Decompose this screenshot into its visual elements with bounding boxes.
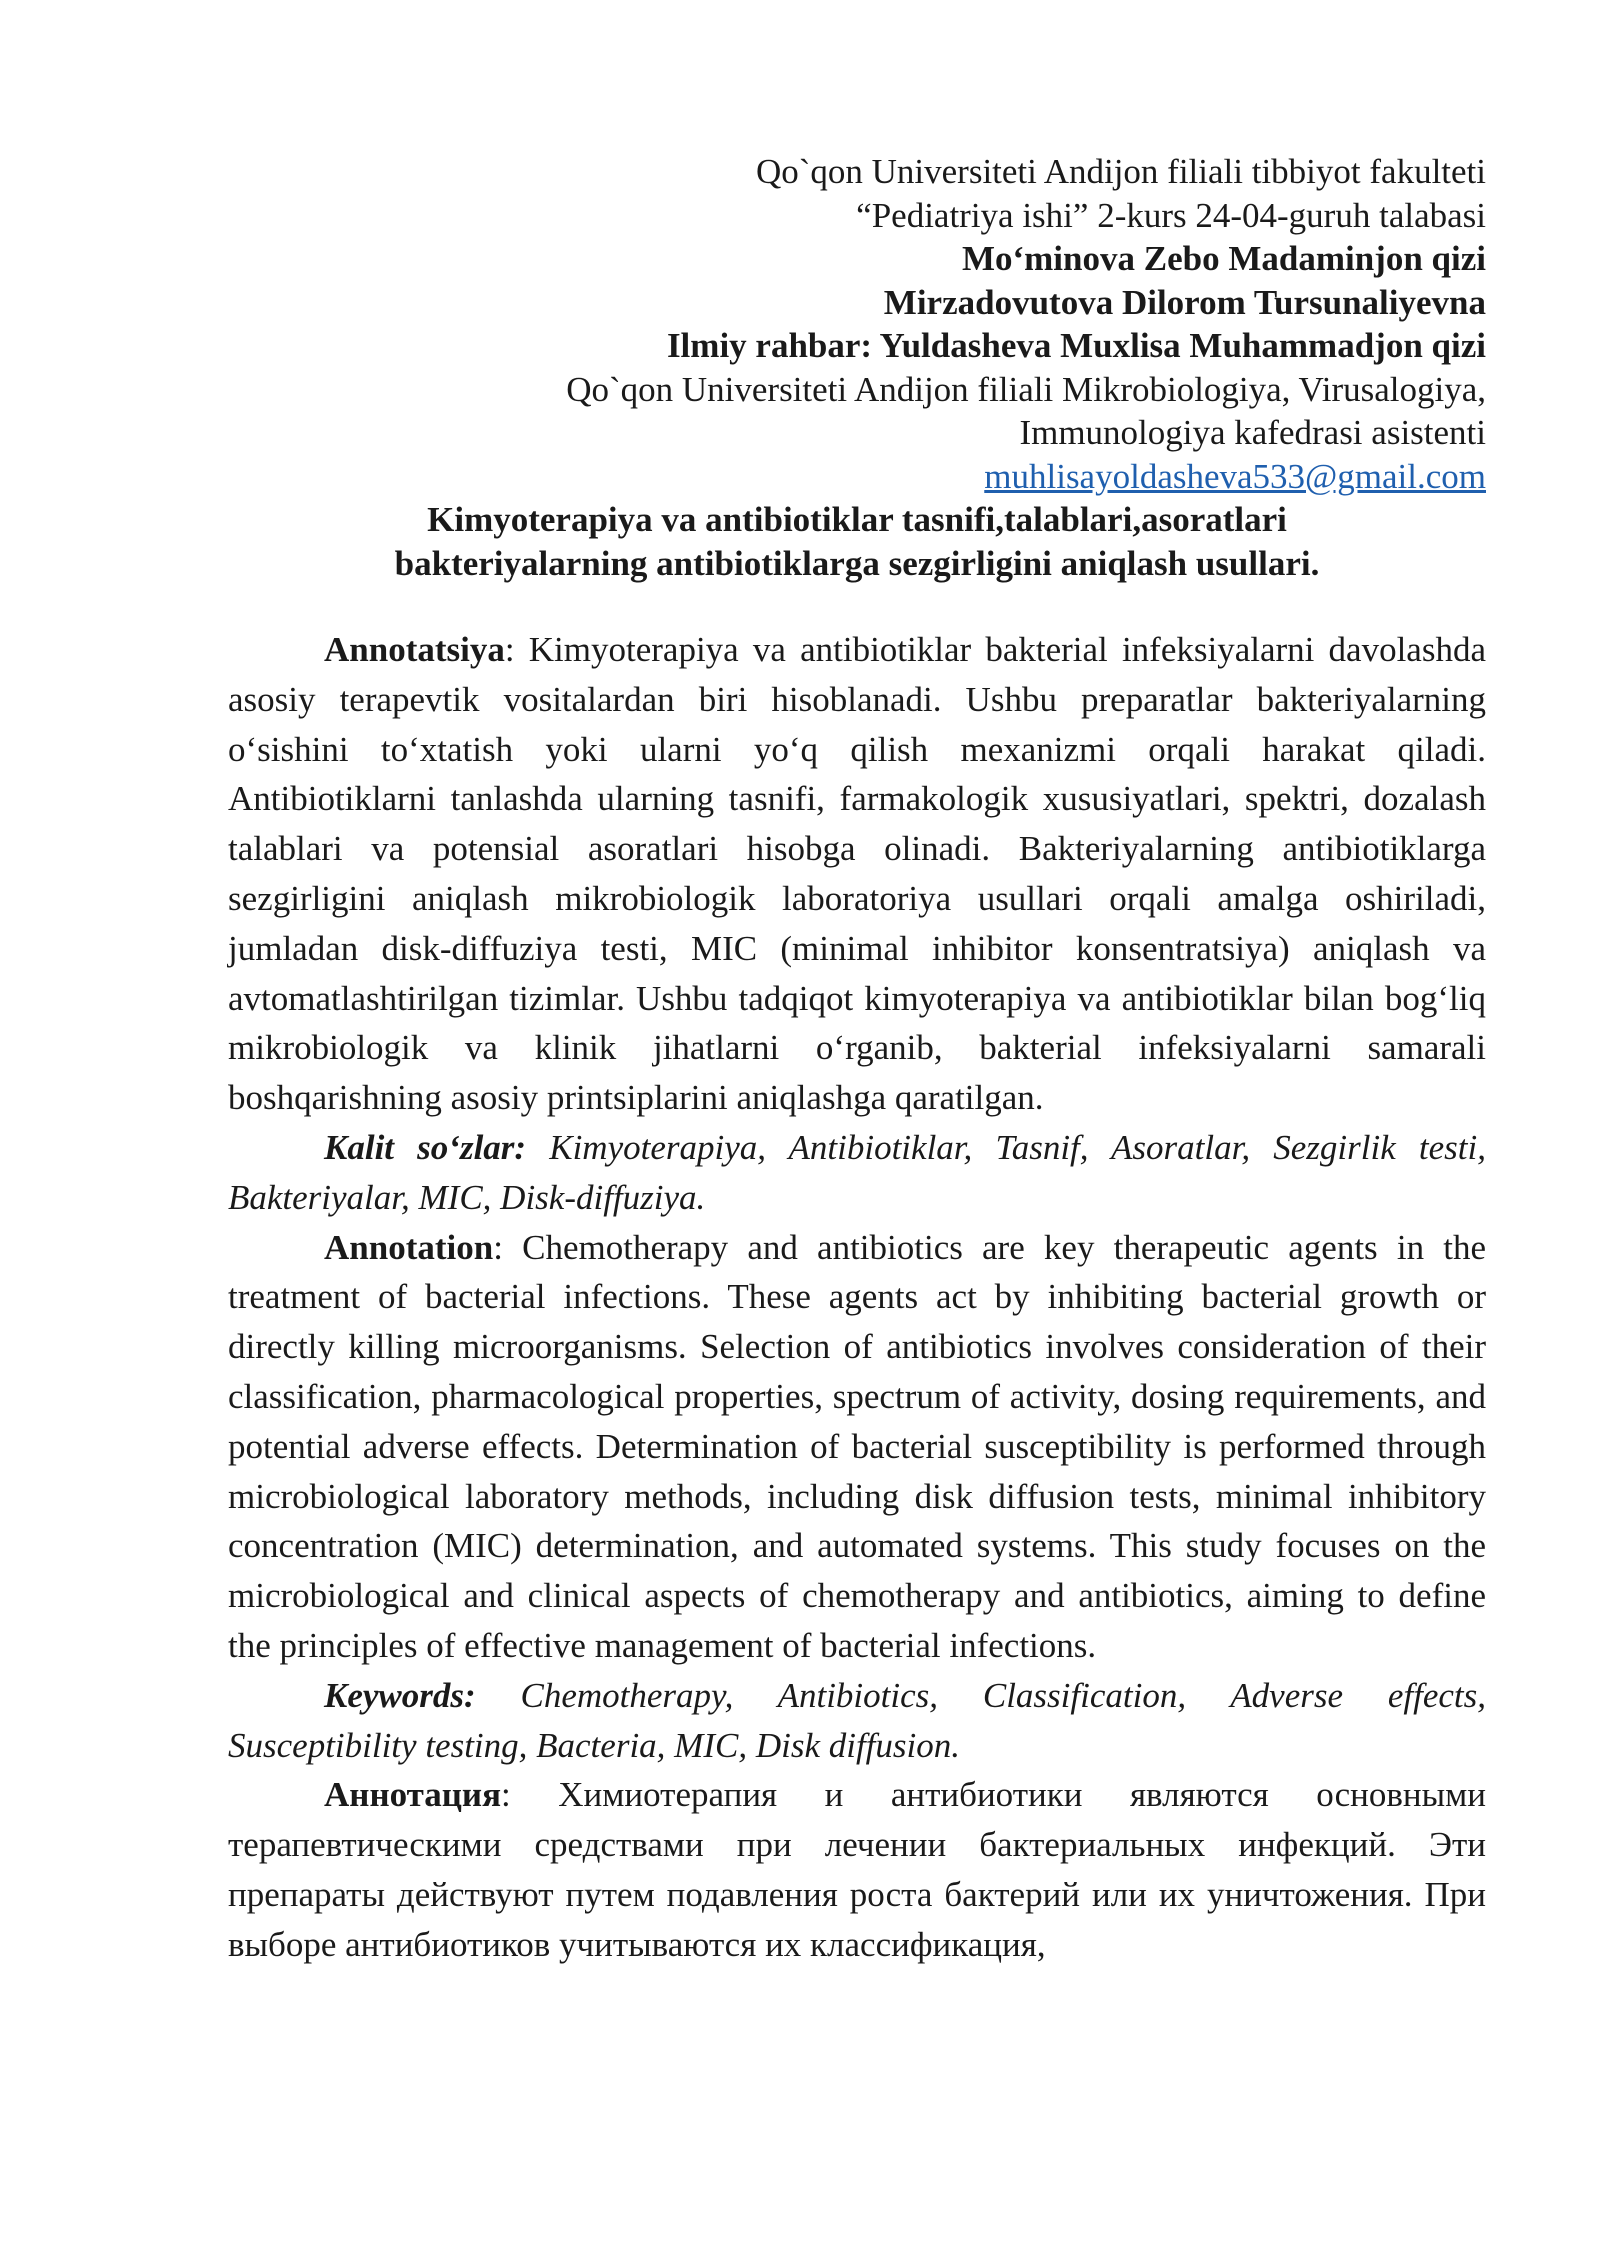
supervisor-affiliation: Qo`qon Universiteti Andijon filiali Mikrobiologiya, Virusalogiya, [566, 369, 1486, 409]
supervisor-name: Ilmiy rahbar: Yuldasheva Muxlisa Muhammadjon qizi [666, 326, 1486, 365]
keywords-text: Chemotherapy, Antibiotics, Classification, Adverse effects, Susceptibility testing, Bacteria, MIC, Disk diffusion. [228, 1675, 1486, 1765]
student-group-line: “Pediatriya ishi” 2-kurs 24-04-guruh talabasi [856, 195, 1486, 235]
title-line: bakteriyalarning antibiotiklarga sezgirligini aniqlash usullari. [394, 543, 1320, 583]
article-title [228, 498, 1486, 585]
abstract-uz [228, 625, 1486, 1123]
author-header [228, 150, 1486, 498]
email-link[interactable]: muhlisayoldasheva533@gmail.com [984, 456, 1486, 496]
abstract-ru [228, 1770, 1486, 1969]
abstract-label: Annotation [324, 1227, 494, 1267]
author-name: Mo‘minova Zebo Madaminjon qizi [961, 239, 1486, 278]
author-name: Mirzadovutova Dilorom Tursunaliyevna [883, 282, 1486, 322]
abstract-label: Annotatsiya [324, 630, 505, 669]
keywords-text: Kimyoterapiya, Antibiotiklar, Tasnif, Asoratlar, Sezgirlik testi, Bakteriyalar, MIC, Disk-diffuziya. [228, 1127, 1486, 1217]
abstract-en [228, 1223, 1486, 1671]
keywords-label: Keywords: [324, 1675, 476, 1715]
keywords-uz [228, 1123, 1486, 1223]
keywords-label: Kalit so‘zlar: [324, 1127, 527, 1167]
abstract-text: : Chemotherapy and antibiotics are key therapeutic agents in the treatment of bacterial infections. These agents act by inhibiting bacterial growth or directly killing microorganisms. Selection of antibiotics involves consideration of their classification, pharmacological properties, spectrum of activity, dosing requirements, and potential adverse effects. Determination of bacterial susceptibility is performed through microbiological laboratory methods, including disk diffusion tests, minimal inhibitory concentration (MIC) determination, and automated systems. This study focuses on the microbiological and clinical aspects of chemotherapy and antibiotics, aiming to define the principles of effective management of bacterial infections. [228, 1227, 1486, 1665]
keywords-en [228, 1671, 1486, 1771]
abstract-label: Аннотация [324, 1775, 502, 1815]
abstract-text: : Kimyoterapiya va antibiotiklar bakterial infeksiyalarni davolashda asosiy terapevtik vositalardan biri hisoblanadi. Ushbu preparatlar bakteriyalarning o‘sishini to‘xtatish yoki ularni yo‘q qilish mexanizmi orqali harakat qiladi. Antibiotiklarni tanlashda ularning tasnifi, farmakologik xususiyatlari, spektri, dozalash talablari va potensial asoratlari hisobga olinadi. Bakteriyalarning antibiotiklarga sezgirligini aniqlash mikrobiologik laboratoriya usullari orqali amalga oshiriladi, jumladan disk-diffuziya testi, MIC (minimal inhibitor konsentratsiya) aniqlash va avtomatlashtirilgan tizimlar. Ushbu tadqiqot kimyoterapiya va antibiotiklar bilan bog‘liq mikrobiologik va klinik jihatlarni o‘rganib, bakterial infeksiyalarni samarali boshqarishning asosiy printsiplarini aniqlashga qaratilgan. [228, 630, 1486, 1118]
document-page [228, 150, 1486, 1970]
title-line: Kimyoterapiya va antibiotiklar tasnifi,talablari,asoratlari [427, 500, 1287, 539]
article-body [228, 625, 1486, 1970]
abstract-text: : Химиотерапия и антибиотики являются основными терапевтическими средствами при лечении бактериальных инфекций. Эти препараты действуют путем подавления роста бактерий или их уничтожения. При выборе антибиотиков учитываются их классификация, [228, 1775, 1486, 1964]
affiliation-line: Qo`qon Universiteti Andijon filiali tibbiyot fakulteti [755, 152, 1486, 191]
supervisor-position: Immunologiya kafedrasi asistenti [1019, 413, 1486, 452]
